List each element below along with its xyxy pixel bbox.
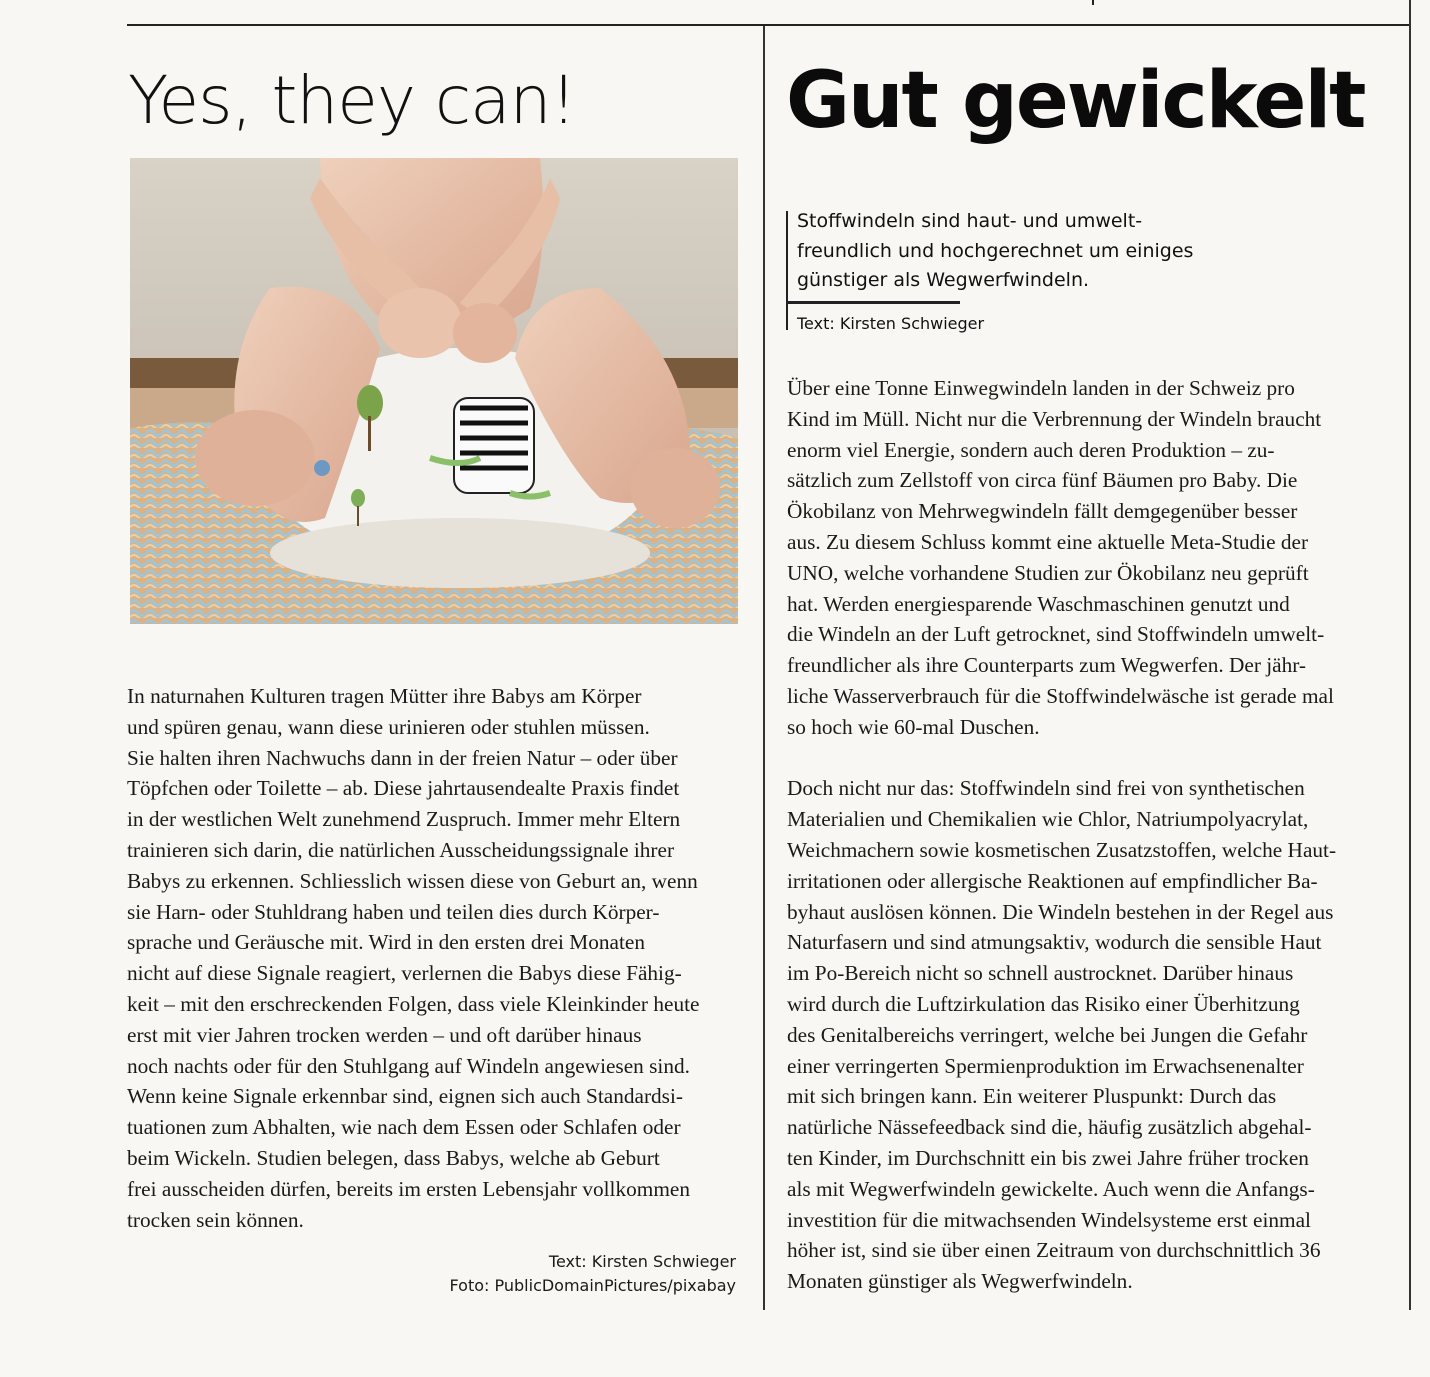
- byline-right: Text: Kirsten Schwieger: [797, 314, 985, 333]
- body-line: einer verringerten Spermienproduktion im Erwachsenenalter: [787, 1053, 1304, 1078]
- body-line: Über eine Tonne Einwegwindeln landen in der Schweiz pro: [787, 376, 1295, 400]
- body-line: in der westlichen Welt zunehmend Zuspruch. Immer mehr Eltern: [127, 807, 681, 832]
- credit-text: Text: Kirsten Schwieger: [548, 1252, 736, 1271]
- body-line: die Windeln an der Luft getrocknet, sind Stoffwindeln umwelt-: [787, 622, 1325, 647]
- credits-left: [450, 1250, 736, 1298]
- body-line: enorm viel Energie, sondern auch deren Produktion – zu-: [787, 437, 1275, 462]
- lead-underline: [786, 301, 960, 304]
- body-line: sie Harn- oder Stuhldrang haben und teilen dies durch Körper-: [127, 899, 660, 924]
- body-line: byhaut auslösen können. Die Windeln bestehen in der Regel aus: [787, 899, 1334, 924]
- body-line: tuationen zum Abhalten, wie nach dem Essen oder Schlafen oder: [127, 1115, 681, 1140]
- body-line: Sie halten ihren Nachwuchs dann in der freien Natur – oder über: [127, 745, 678, 770]
- lead-line: Stoffwindeln sind haut- und umwelt-: [797, 210, 1143, 232]
- body-line: natürliche Nässefeedback sind die, häufig zusätzlich abgehal-: [787, 1115, 1312, 1140]
- body-line: aus. Zu diesem Schluss kommt eine aktuelle Meta-Studie der: [787, 529, 1309, 554]
- body-line: und spüren genau, wann diese urinieren oder stuhlen müssen.: [127, 714, 650, 739]
- column-divider: [763, 26, 765, 1310]
- body-line: so hoch wie 60-mal Duschen.: [787, 714, 1040, 739]
- body-line: Doch nicht nur das: Stoffwindeln sind frei von synthetischen: [787, 776, 1305, 801]
- body-line: UNO, welche vorhandene Studien zur Ökobilanz neu geprüft: [787, 560, 1309, 585]
- headline-gut-gewickelt: Gut gewickelt: [786, 56, 1365, 146]
- body-line: Ökobilanz von Mehrwegwindeln fällt demgegenüber besser: [787, 499, 1298, 524]
- body-line: Kind im Müll. Nicht nur die Verbrennung der Windeln braucht: [787, 406, 1322, 431]
- body-line: Wenn keine Signale erkennbar sind, eignen sich auch Standardsi-: [127, 1084, 683, 1109]
- body-line: trainieren sich darin, die natürlichen Ausscheidungssignale ihrer: [127, 837, 675, 862]
- body-line: mit sich bringen kann. Ein weiterer Pluspunkt: Durch das: [787, 1084, 1277, 1109]
- body-line: ten Kinder, im Durchschnitt ein bis zwei Jahre früher trocken: [787, 1145, 1309, 1170]
- body-line: In naturnahen Kulturen tragen Mütter ihre Babys am Körper: [127, 684, 642, 708]
- body-text-right: [787, 373, 1387, 1297]
- body-line: erst mit vier Jahren trocken werden – und oft darüber hinaus: [127, 1022, 642, 1047]
- body-line: als mit Wegwerfwindeln gewickelte. Auch wenn die Anfangs-: [787, 1176, 1315, 1201]
- body-line: sätzlich zum Zellstoff von circa fünf Bäumen pro Baby. Die: [787, 468, 1298, 493]
- body-line: nicht auf diese Signale reagiert, verlernen die Babys diese Fähig-: [127, 961, 682, 986]
- top-rule: [127, 24, 1410, 26]
- body-line: hat. Werden energiesparende Waschmaschinen genutzt und: [787, 591, 1290, 616]
- body-line: liche Wasserverbrauch für die Stoffwindelwäsche ist gerade mal: [787, 683, 1334, 708]
- body-line: des Genitalbereichs verringert, welche bei Jungen die Gefahr: [787, 1022, 1308, 1047]
- credit-photo: Foto: PublicDomainPictures/pixabay: [449, 1276, 736, 1295]
- lead-line: günstiger als Wegwerfwindeln.: [797, 269, 1090, 291]
- lead-vertical-bar: [786, 211, 788, 330]
- body-line: Weichmachern sowie kosmetischen Zusatzstoffen, welche Haut-: [787, 837, 1337, 862]
- body-line: Töpfchen oder Toilette – ab. Diese jahrtausendealte Praxis findet: [127, 776, 680, 801]
- body-line: höher ist, sind sie über einen Zeitraum von durchschnittlich 36: [787, 1238, 1321, 1263]
- body-line: keit – mit den erschreckenden Folgen, dass viele Kleinkinder heute: [127, 991, 700, 1016]
- paragraph-gap: [787, 743, 1387, 774]
- lead-paragraph: [797, 207, 1193, 296]
- baby-on-potty-photo: [130, 158, 738, 624]
- body-line: investition für die mitwachsenden Windelsysteme erst einmal: [787, 1207, 1311, 1232]
- body-line: beim Wickeln. Studien belegen, dass Babys, welche ab Geburt: [127, 1145, 660, 1170]
- page-edge-rule: [1409, 0, 1411, 1310]
- body-line: sprache und Geräusche mit. Wird in den ersten drei Monaten: [127, 930, 645, 955]
- body-line: Monaten günstiger als Wegwerfwindeln.: [787, 1269, 1133, 1294]
- body-line: Babys zu erkennen. Schliesslich wissen diese von Geburt an, wenn: [127, 868, 698, 893]
- lead-line: freundlich und hochgerechnet um einiges: [797, 239, 1194, 262]
- body-line: trocken sein können.: [127, 1207, 304, 1232]
- body-text-left: [127, 681, 739, 1235]
- body-line: im Po-Bereich nicht so schnell austrocknet. Darüber hinaus: [787, 961, 1294, 986]
- body-line: irritationen oder allergische Reaktionen auf empfindlicher Ba-: [787, 868, 1318, 893]
- body-line: freundlicher als ihre Counterparts zum Wegwerfen. Der jähr-: [787, 653, 1307, 678]
- body-line: wird durch die Luftzirkulation das Risiko einer Überhitzung: [787, 991, 1300, 1016]
- top-tick-mark: [1092, 0, 1094, 5]
- body-line: Materialien und Chemikalien wie Chlor, Natriumpolyacrylat,: [787, 807, 1309, 832]
- body-line: noch nachts oder für den Stuhlgang auf Windeln angewiesen sind.: [127, 1053, 690, 1078]
- body-line: frei ausscheiden dürfen, bereits im ersten Lebensjahr vollkommen: [127, 1176, 690, 1201]
- headline-yes-they-can: Yes, they can!: [128, 62, 576, 139]
- body-line: Naturfasern und sind atmungsaktiv, wodurch die sensible Haut: [787, 930, 1322, 955]
